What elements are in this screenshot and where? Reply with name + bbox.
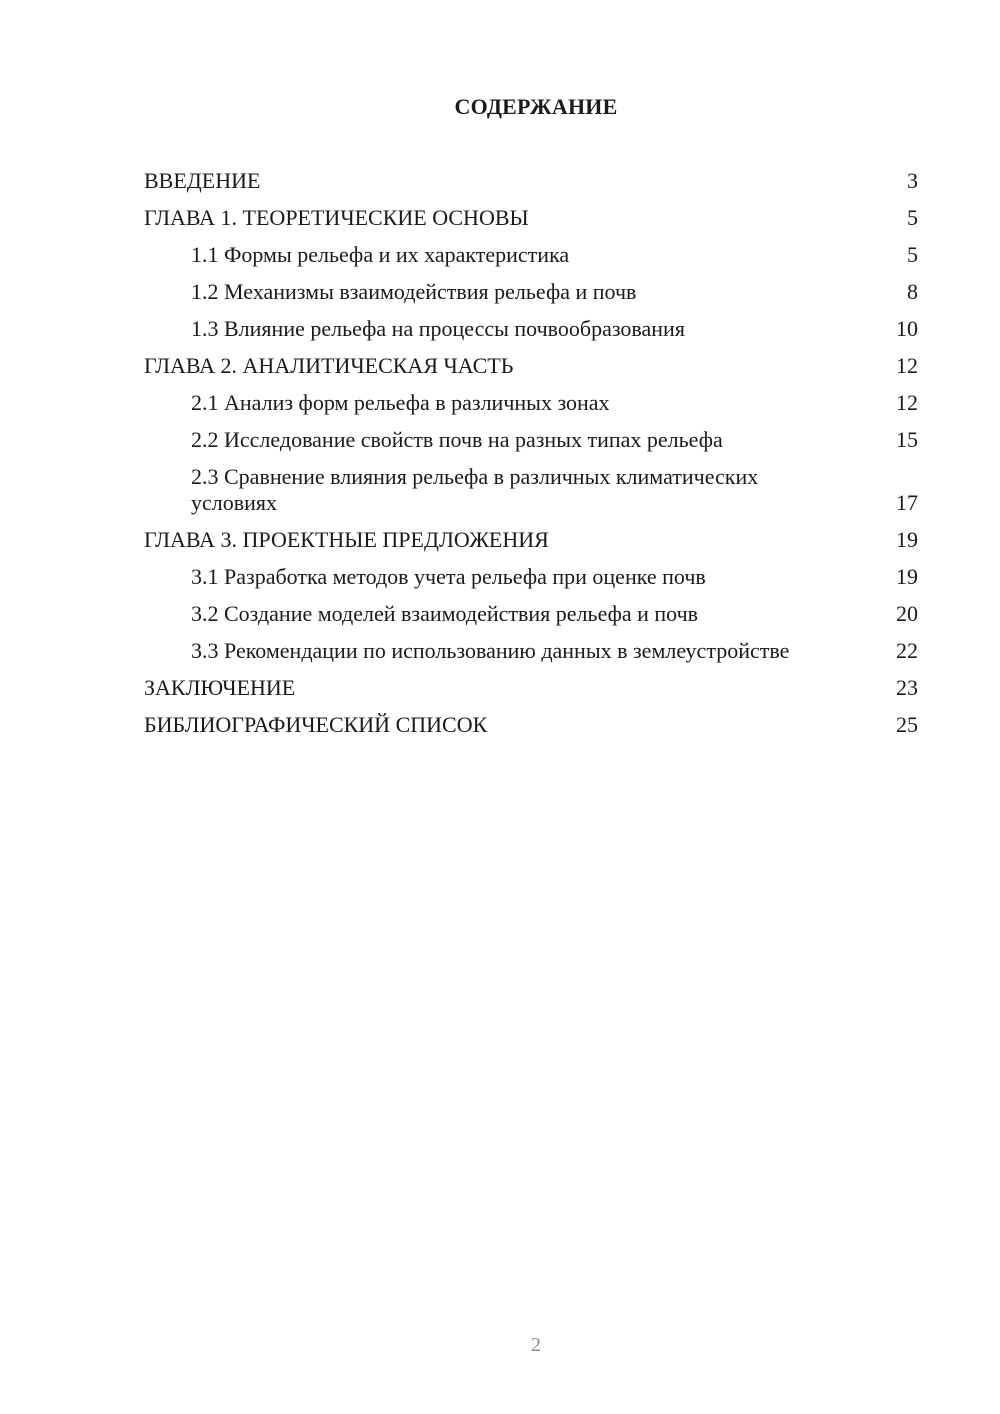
toc-entry-section-2-2[interactable] bbox=[144, 427, 918, 453]
page-number: 2 bbox=[531, 1334, 541, 1356]
toc-entry-page: 8 bbox=[907, 279, 918, 304]
toc-entry-section-3-1[interactable] bbox=[144, 564, 918, 590]
toc-entry-chapter-3[interactable] bbox=[144, 527, 918, 553]
toc-entry-page: 10 bbox=[896, 316, 918, 341]
toc-entry-page: 23 bbox=[896, 675, 918, 700]
toc-entry-section-3-2[interactable] bbox=[144, 601, 918, 627]
toc-entry-label: 1.2 Механизмы взаимодействия рельефа и почв bbox=[191, 279, 637, 304]
toc-entry-section-2-3[interactable] bbox=[144, 464, 918, 516]
toc-entry-label: 1.1 Формы рельефа и их характеристика bbox=[191, 242, 570, 267]
table-of-contents bbox=[144, 168, 918, 749]
toc-entry-label: 3.1 Разработка методов учета рельефа при оценке почв bbox=[191, 564, 706, 589]
toc-entry-page: 12 bbox=[896, 353, 918, 378]
toc-entry-introduction[interactable] bbox=[144, 168, 918, 194]
toc-entry-conclusion[interactable] bbox=[144, 675, 918, 701]
toc-entry-section-1-3[interactable] bbox=[144, 316, 918, 342]
toc-entry-label: ГЛАВА 3. ПРОЕКТНЫЕ ПРЕДЛОЖЕНИЯ bbox=[144, 527, 549, 552]
toc-entry-page: 22 bbox=[896, 638, 918, 663]
toc-entry-label: ВВЕДЕНИЕ bbox=[144, 168, 261, 193]
page-title: СОДЕРЖАНИЕ bbox=[454, 94, 618, 119]
toc-entry-section-1-2[interactable] bbox=[144, 279, 918, 305]
toc-entry-label: 1.3 Влияние рельефа на процессы почвообразования bbox=[191, 316, 685, 341]
toc-entry-label: ГЛАВА 2. АНАЛИТИЧЕСКАЯ ЧАСТЬ bbox=[144, 353, 514, 378]
toc-entry-label: 3.2 Создание моделей взаимодействия рельефа и почв bbox=[191, 601, 699, 626]
toc-entry-page: 25 bbox=[896, 712, 918, 737]
toc-entry-label: 2.3 Сравнение влияния рельефа в различных климатических условиях bbox=[191, 464, 759, 515]
toc-entry-label: 3.3 Рекомендации по использованию данных в землеустройстве bbox=[191, 638, 790, 663]
toc-entry-label: 2.2 Исследование свойств почв на разных типах рельефа bbox=[191, 427, 723, 452]
toc-entry-page: 12 bbox=[896, 390, 918, 415]
toc-entry-page: 15 bbox=[896, 427, 918, 452]
toc-entry-section-2-1[interactable] bbox=[144, 390, 918, 416]
toc-entry-bibliography[interactable] bbox=[144, 712, 918, 738]
toc-entry-section-1-1[interactable] bbox=[144, 242, 918, 268]
toc-entry-page: 20 bbox=[896, 601, 918, 626]
toc-entry-page: 5 bbox=[907, 205, 918, 230]
toc-entry-label: ГЛАВА 1. ТЕОРЕТИЧЕСКИЕ ОСНОВЫ bbox=[144, 205, 529, 230]
toc-entry-page: 17 bbox=[896, 490, 918, 515]
toc-entry-page: 3 bbox=[907, 168, 918, 193]
toc-entry-page: 5 bbox=[907, 242, 918, 267]
toc-entry-chapter-1[interactable] bbox=[144, 205, 918, 231]
toc-entry-chapter-2[interactable] bbox=[144, 353, 918, 379]
toc-entry-section-3-3[interactable] bbox=[144, 638, 918, 664]
toc-entry-page: 19 bbox=[896, 527, 918, 552]
toc-entry-page: 19 bbox=[896, 564, 918, 589]
toc-entry-label: БИБЛИОГРАФИЧЕСКИЙ СПИСОК bbox=[144, 712, 488, 737]
toc-entry-label: 2.1 Анализ форм рельефа в различных зонах bbox=[191, 390, 610, 415]
toc-entry-label: ЗАКЛЮЧЕНИЕ bbox=[144, 675, 296, 700]
